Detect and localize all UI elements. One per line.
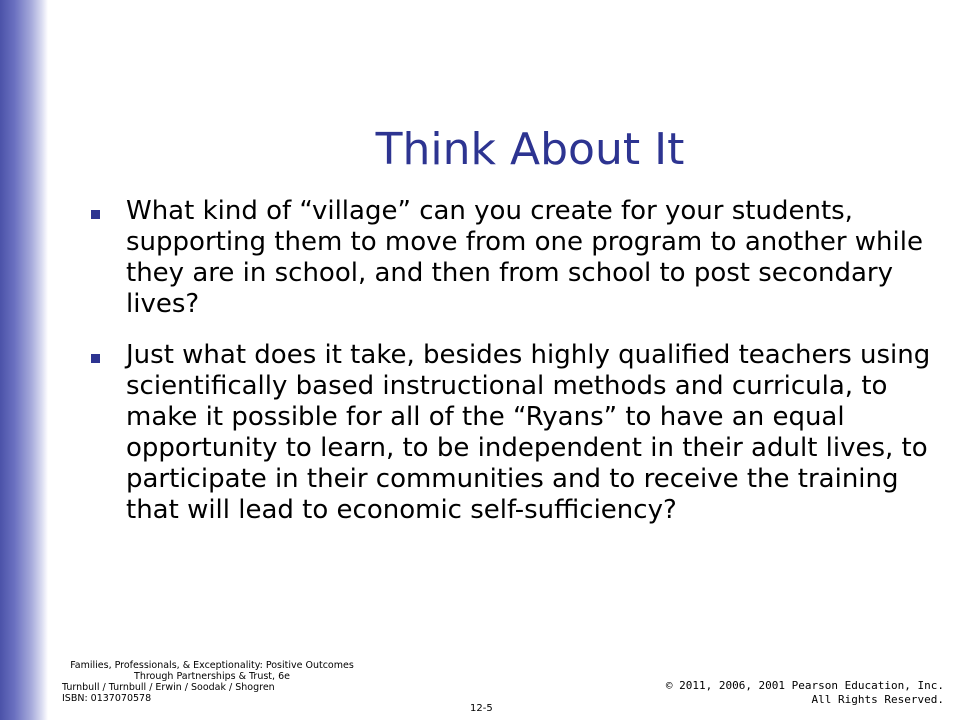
bullet-text: Just what does it take, besides highly qualified teachers using scientifically based instructional methods and curricula, to make it possible for all of the “Ryans” to have an equal opportunity to learn, to be independent in their adult lives, to participate in their communities and to receive the training that will lead to economic self-sufficiency?	[126, 340, 931, 525]
slide-sidebar-gradient	[0, 0, 48, 720]
book-title-line2: Through Partnerships & Trust, 6e	[134, 671, 290, 682]
bullet-list	[88, 196, 948, 546]
square-bullet-icon	[91, 354, 100, 363]
book-title-line1: Families, Professionals, & Exceptionality: Positive Outcomes	[70, 660, 354, 671]
square-bullet-icon	[91, 210, 100, 219]
copyright-notice	[666, 679, 944, 707]
bullet-item	[88, 196, 948, 320]
book-citation	[62, 660, 362, 704]
copyright-line1: © 2011, 2006, 2001 Pearson Education, Inc.	[665, 679, 944, 692]
page-number: 12-5	[470, 703, 493, 714]
copyright-line2: All Rights Reserved.	[811, 693, 944, 706]
book-isbn: ISBN: 0137070578	[62, 693, 152, 704]
bullet-item	[88, 340, 948, 526]
book-authors: Turnbull / Turnbull / Erwin / Soodak / Shogren	[62, 682, 275, 693]
slide-title: Think About It	[375, 124, 685, 175]
bullet-text: What kind of “village” can you create for your students, supporting them to move from one program to another while they are in school, and then from school to post secondary lives?	[126, 196, 923, 319]
